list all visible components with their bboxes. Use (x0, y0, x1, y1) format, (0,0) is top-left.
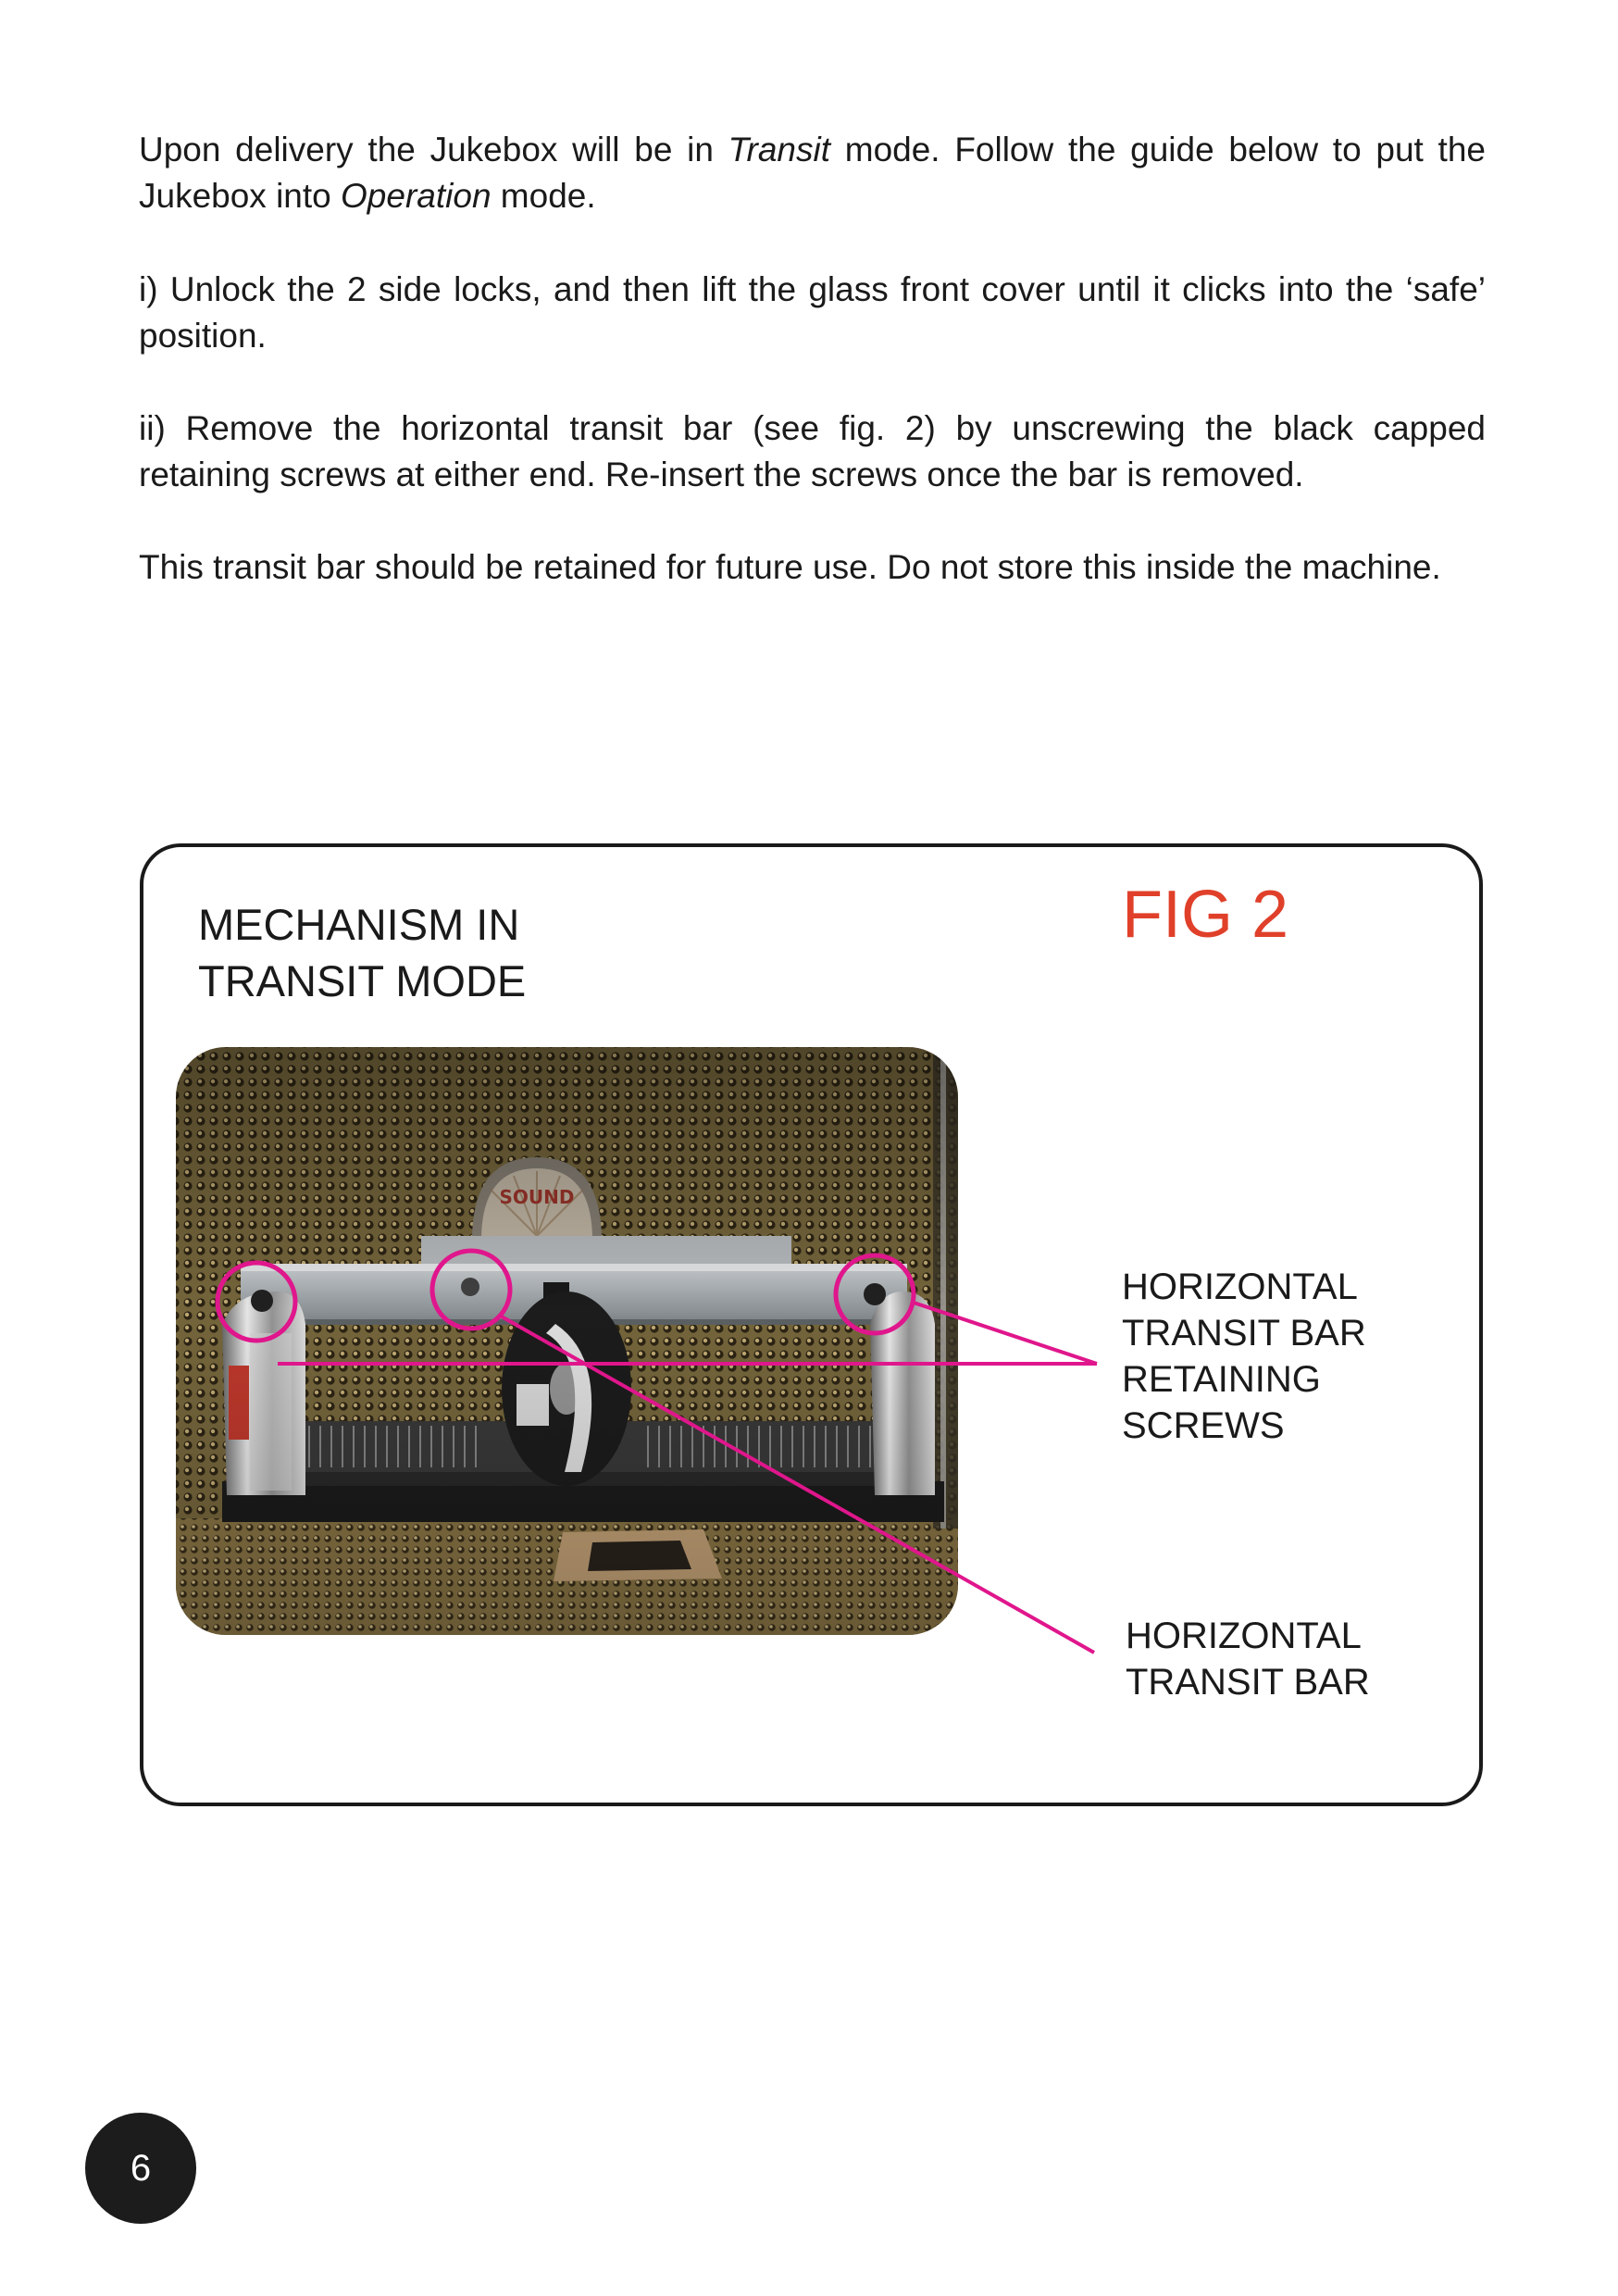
figure-heading-line-1: MECHANISM IN (198, 900, 520, 949)
transit-mode-term: Transit (728, 131, 831, 168)
callout-bar-line-2: TRANSIT BAR (1126, 1662, 1370, 1703)
right-screw-highlight-circle (836, 1255, 914, 1333)
figure-label: FIG 2 (1122, 878, 1289, 952)
operation-mode-term: Operation (341, 177, 492, 215)
callout-retaining-screws (1122, 1264, 1366, 1449)
page-number-badge: 6 (85, 2113, 196, 2224)
intro-text-c: mode. Follow the guide below to put the Jukebox into (139, 131, 1486, 215)
intro-paragraph-2: i) Unlock the 2 side locks, and then lift the glass front cover until it clicks into the ‘safe’ position. (139, 270, 1486, 355)
intro-paragraph-4: This transit bar should be retained for future use. Do not store this inside the machine. (139, 548, 1441, 586)
intro-paragraph-3: ii) Remove the horizontal transit bar (see fig. 2) by unscrewing the black capped retaining screws at either end. Re-insert the screws once the bar is removed. (139, 409, 1486, 493)
callout-bar-line-1: HORIZONTAL (1126, 1616, 1362, 1656)
callout-screws-line-4: SCREWS (1122, 1405, 1285, 1446)
figure-heading-line-2: TRANSIT MODE (198, 956, 527, 1005)
callout-transit-bar (1126, 1613, 1370, 1705)
pointer-line-transit-bar (500, 1316, 1094, 1653)
pointer-line-right-screw (914, 1303, 1097, 1364)
left-screw-highlight-circle (218, 1263, 295, 1341)
callout-screws-line-3: RETAINING (1122, 1359, 1321, 1400)
intro-text-a: Upon delivery the Jukebox will be in (139, 131, 728, 168)
intro-text-e: mode. (491, 177, 596, 215)
middle-bar-highlight-circle (432, 1251, 510, 1329)
callout-screws-line-1: HORIZONTAL (1122, 1267, 1358, 1307)
callout-screws-line-2: TRANSIT BAR (1122, 1313, 1366, 1354)
